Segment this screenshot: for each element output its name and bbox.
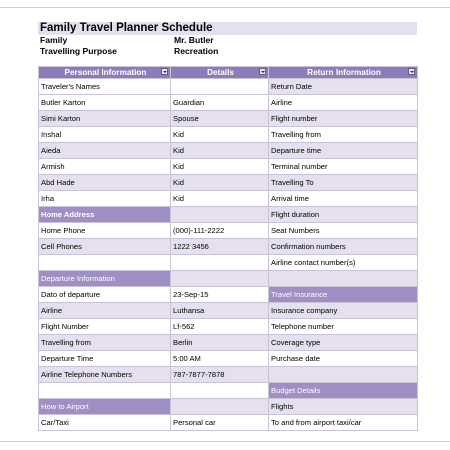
- table-cell[interactable]: Berlin: [171, 335, 269, 351]
- table-cell[interactable]: Flight number: [269, 111, 418, 127]
- table-cell[interactable]: Butler Karton: [39, 95, 171, 111]
- table-cell[interactable]: Irha: [39, 191, 171, 207]
- table-cell[interactable]: Airline: [269, 95, 418, 111]
- header-label: Return Information: [307, 67, 381, 77]
- table-cell[interactable]: Flight Number: [39, 319, 171, 335]
- table-cell[interactable]: Return Date: [269, 79, 418, 95]
- header-return-information[interactable]: [269, 67, 418, 79]
- page-title: Family Travel Planner Schedule: [38, 22, 417, 35]
- table-cell[interactable]: Coverage type: [269, 335, 418, 351]
- table-cell[interactable]: Kid: [171, 159, 269, 175]
- table-cell[interactable]: Dato of departure: [39, 287, 171, 303]
- table-cell[interactable]: [269, 367, 418, 383]
- table-cell[interactable]: 5:00 AM: [171, 351, 269, 367]
- top-rule: [0, 7, 450, 8]
- table-row: [39, 383, 418, 399]
- table-cell[interactable]: Airline Telephone Numbers: [39, 367, 171, 383]
- header-label: Personal Information: [64, 67, 147, 77]
- table-cell[interactable]: Inshal: [39, 127, 171, 143]
- table-cell[interactable]: [171, 271, 269, 287]
- table-cell[interactable]: (000)-111-2222: [171, 223, 269, 239]
- table-row: [39, 191, 418, 207]
- table-row: [39, 287, 418, 303]
- table-cell[interactable]: Flights: [269, 399, 418, 415]
- table-cell[interactable]: [171, 207, 269, 223]
- table-cell[interactable]: 787-7877-7878: [171, 367, 269, 383]
- bottom-rule: [0, 441, 450, 442]
- table-cell[interactable]: Seat Numbers: [269, 223, 418, 239]
- table-cell[interactable]: Terminal number: [269, 159, 418, 175]
- table-cell[interactable]: Airline: [39, 303, 171, 319]
- planner-table: [38, 66, 418, 431]
- table-cell[interactable]: Kid: [171, 127, 269, 143]
- filter-dropdown-icon[interactable]: [259, 68, 266, 75]
- table-cell[interactable]: [171, 399, 269, 415]
- table-row: [39, 207, 418, 223]
- table-cell[interactable]: To and from airport taxi/car: [269, 415, 418, 431]
- table-cell[interactable]: Insurance company: [269, 303, 418, 319]
- table-cell[interactable]: Departure Time: [39, 351, 171, 367]
- table-cell[interactable]: Spouse: [171, 111, 269, 127]
- section-home-address: Home Address: [39, 207, 171, 223]
- table-row: [39, 351, 418, 367]
- table-cell[interactable]: Flight duration: [269, 207, 418, 223]
- table-cell[interactable]: Kid: [171, 175, 269, 191]
- table-row: [39, 239, 418, 255]
- table-cell[interactable]: Guardian: [171, 95, 269, 111]
- section-departure-information: Departure Information: [39, 271, 171, 287]
- table-row: [39, 127, 418, 143]
- table-row: [39, 319, 418, 335]
- table-cell[interactable]: [171, 79, 269, 95]
- table-row: [39, 95, 418, 111]
- table-cell[interactable]: Armish: [39, 159, 171, 175]
- table-cell[interactable]: Simi Karton: [39, 111, 171, 127]
- meta-family-value: Mr. Butler: [174, 35, 214, 45]
- table-cell[interactable]: Travelling from: [39, 335, 171, 351]
- meta-purpose-value: Recreation: [174, 46, 219, 56]
- table-row: [39, 399, 418, 415]
- table-cell[interactable]: Aieda: [39, 143, 171, 159]
- table-cell[interactable]: Car/Taxi: [39, 415, 171, 431]
- table-cell[interactable]: Luthansa: [171, 303, 269, 319]
- meta-purpose-row: [38, 46, 417, 57]
- table-cell[interactable]: Arrival time: [269, 191, 418, 207]
- table-row: [39, 367, 418, 383]
- table-row: [39, 223, 418, 239]
- table-cell[interactable]: 1222 3456: [171, 239, 269, 255]
- table-cell[interactable]: Personal car: [171, 415, 269, 431]
- filter-dropdown-icon[interactable]: [408, 68, 415, 75]
- table-cell[interactable]: Confirmation numbers: [269, 239, 418, 255]
- table-cell[interactable]: Telephone number: [269, 319, 418, 335]
- table-cell[interactable]: Travelling To: [269, 175, 418, 191]
- table-row: [39, 255, 418, 271]
- table-cell[interactable]: [171, 383, 269, 399]
- meta-purpose-label: Travelling Purpose: [40, 46, 117, 56]
- header-label: Details: [207, 67, 234, 77]
- table-row: [39, 271, 418, 287]
- table-cell[interactable]: [39, 255, 171, 271]
- table-cell[interactable]: [39, 383, 171, 399]
- table-cell[interactable]: Lf-562: [171, 319, 269, 335]
- table-cell[interactable]: Airline contact number(s): [269, 255, 418, 271]
- table-row: [39, 143, 418, 159]
- table-cell[interactable]: Home Phone: [39, 223, 171, 239]
- header-details[interactable]: [171, 67, 269, 79]
- section-budget-details: Budget Details: [269, 383, 418, 399]
- table-cell[interactable]: Kid: [171, 191, 269, 207]
- meta-family-row: [38, 35, 417, 46]
- section-travel-insurance: Travel Insurance: [269, 287, 418, 303]
- table-cell[interactable]: Kid: [171, 143, 269, 159]
- section-how-to-airport: How to Airport: [39, 399, 171, 415]
- meta-family-label: Family: [40, 35, 68, 45]
- table-cell[interactable]: Purchase date: [269, 351, 418, 367]
- table-cell[interactable]: Abd Hade: [39, 175, 171, 191]
- table-cell[interactable]: Travelling from: [269, 127, 418, 143]
- planner-sheet: [38, 22, 417, 431]
- table-row: [39, 303, 418, 319]
- table-cell[interactable]: Departure time: [269, 143, 418, 159]
- table-row: [39, 335, 418, 351]
- table-cell[interactable]: Cell Phones: [39, 239, 171, 255]
- table-cell[interactable]: 23-Sep-15: [171, 287, 269, 303]
- table-cell[interactable]: Traveler's Names: [39, 79, 171, 95]
- table-row: [39, 79, 418, 95]
- table-row: [39, 415, 418, 431]
- table-row: [39, 159, 418, 175]
- header-row: [39, 67, 418, 79]
- table-cell[interactable]: [269, 271, 418, 287]
- table-cell[interactable]: [171, 255, 269, 271]
- filter-dropdown-icon[interactable]: [161, 68, 168, 75]
- table-row: [39, 111, 418, 127]
- table-row: [39, 175, 418, 191]
- header-personal-information[interactable]: [39, 67, 171, 79]
